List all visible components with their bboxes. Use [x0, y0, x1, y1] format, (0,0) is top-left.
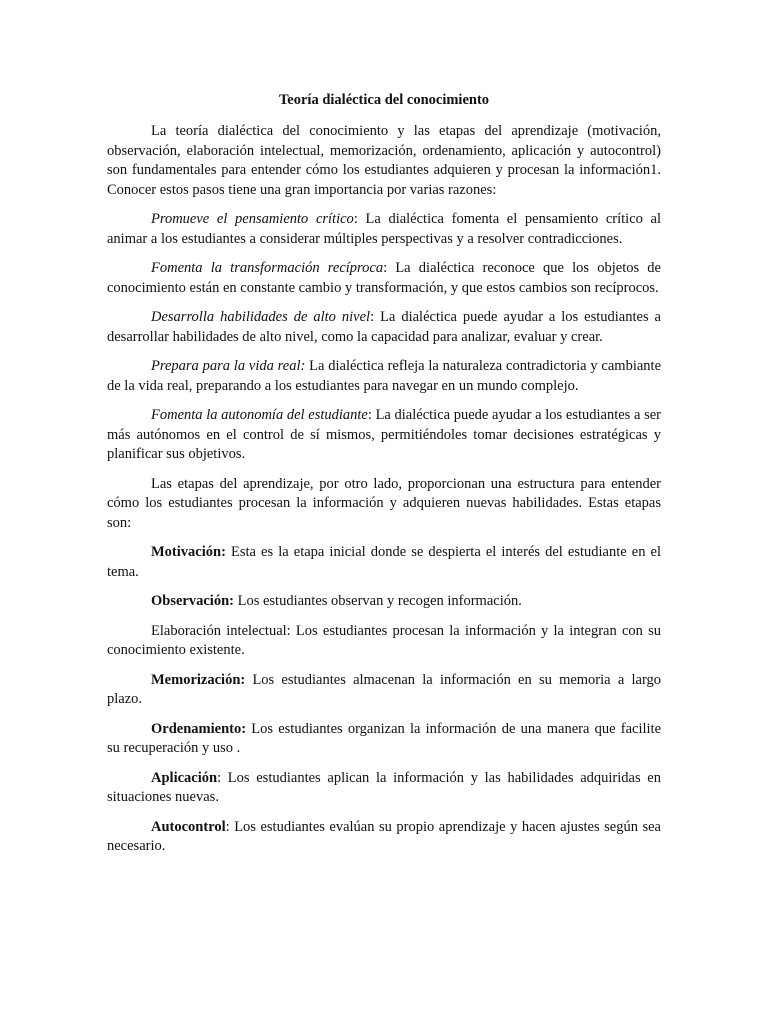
- reason-paragraph: [107, 210, 661, 249]
- stage-paragraph: [107, 592, 661, 612]
- stage-term: Observación:: [151, 593, 234, 609]
- stage-paragraph: [107, 671, 661, 710]
- stage-paragraph: [107, 720, 661, 759]
- reason-term: Prepara para la vida real:: [151, 358, 306, 374]
- reason-text: La dialéctica puede ayudar a los estudiantes a desarrollar habilidades de alto nivel, como la capacidad para analizar, evaluar y crear.: [107, 309, 661, 345]
- stage-text: Los estudiantes evalúan su propio aprendizaje y hacen ajustes según sea necesario.: [107, 818, 661, 854]
- stage-paragraph: [107, 543, 661, 582]
- document-title: Teoría dialéctica del conocimiento: [278, 92, 490, 108]
- intro-paragraph: [107, 122, 661, 200]
- reason-term: Desarrolla habilidades de alto nivel: [151, 309, 371, 325]
- stage-paragraph: [107, 818, 661, 857]
- stage-separator: :: [217, 769, 228, 786]
- stage-text: Los estudiantes almacenan la información en su memoria a largo plazo.: [107, 671, 662, 707]
- reason-separator: :: [370, 309, 381, 325]
- reason-text: La dialéctica puede ayudar a los estudiantes a ser más autónomos en el control de sí mismos, permitiéndoles tomar decisiones estratégicas y planificar sus objetivos.: [107, 407, 661, 462]
- stages-intro-text: Las etapas del aprendizaje, por otro lado, proporcionan una estructura para entender cómo los estudiantes procesan la información y adquieren nuevas habilidades. Estas etapas son:: [107, 475, 661, 531]
- stage-text: Los estudiantes organizan la información de una manera que facilite su recuperación y uso .: [107, 720, 662, 756]
- stage-text: Los estudiantes aplican la información y las habilidades adquiridas en situaciones nuevas.: [107, 769, 661, 805]
- stage-text: Los estudiantes observan y recogen información.: [237, 593, 522, 609]
- intro-text: La teoría dialéctica del conocimiento y las etapas del aprendizaje (motivación, observación, elaboración intelectual, memorización, ordenamiento, aplicación y autocontrol) son fundamentales para entender cómo los estudiantes adquieren y procesan la información1. Conocer estos pasos tiene una gran importancia por varias razones:: [107, 123, 661, 198]
- stage-paragraph: [107, 769, 661, 808]
- reason-paragraph: [107, 357, 661, 396]
- reason-separator: :: [383, 260, 396, 276]
- stage-term: Aplicación: [151, 769, 218, 786]
- stage-text: Esta es la etapa inicial donde se despierta el interés del estudiante en el tema.: [107, 544, 662, 580]
- stages-intro-paragraph: [107, 475, 661, 534]
- stage-term: Ordenamiento:: [151, 720, 247, 737]
- reason-text: La dialéctica fomenta el pensamiento crítico al animar a los estudiantes a considerar múltiples perspectivas y a resolver contradicciones.: [107, 211, 661, 247]
- stage-term: Autocontrol: [151, 818, 226, 835]
- stage-term: Motivación:: [151, 544, 226, 560]
- reason-term: Fomenta la autonomía del estudiante: [151, 407, 368, 423]
- reason-paragraph: [107, 308, 661, 347]
- stage-paragraph: [107, 622, 661, 661]
- stage-term: Memorización:: [151, 671, 246, 688]
- reason-paragraph: [107, 259, 661, 298]
- reason-paragraph: [107, 406, 661, 465]
- stage-text: Elaboración intelectual: Los estudiantes procesan la información y la integran con su conocimiento existente.: [107, 622, 661, 658]
- reason-term: Promueve el pensamiento crítico: [151, 211, 354, 227]
- reason-text: La dialéctica reconoce que los objetos de conocimiento están en constante cambio y transformación, y que estos cambios son recíprocos.: [107, 260, 661, 296]
- reason-separator: :: [367, 407, 376, 423]
- stage-separator: :: [225, 818, 235, 835]
- reason-separator: :: [353, 211, 366, 227]
- reason-text: La dialéctica refleja la naturaleza contradictoria y cambiante de la vida real, preparando a los estudiantes para navegar en un mundo complejo.: [107, 358, 662, 394]
- reason-term: Fomenta la transformación recíproca: [151, 260, 384, 276]
